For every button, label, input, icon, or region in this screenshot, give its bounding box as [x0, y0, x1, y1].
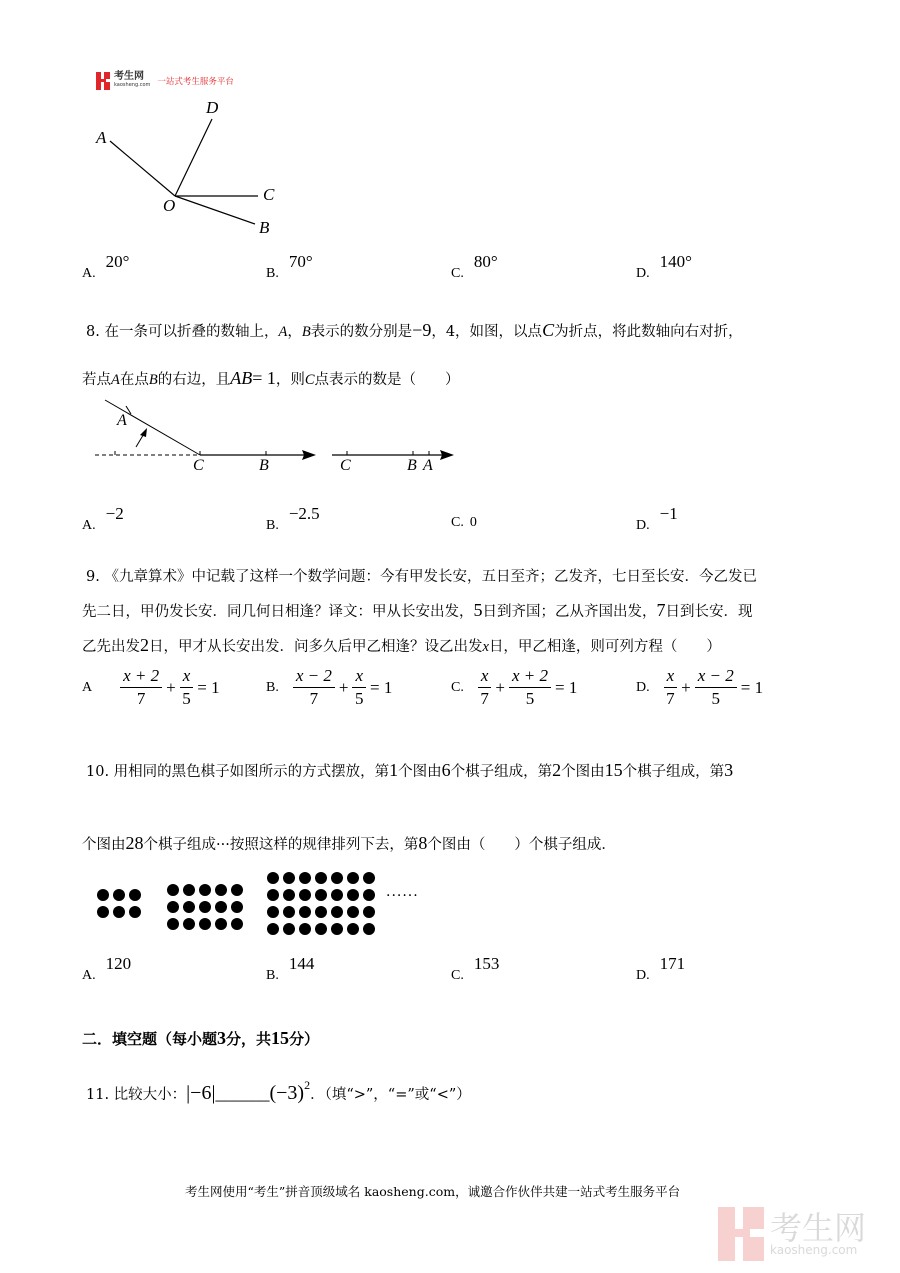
text: 28 [125, 833, 144, 853]
text: 日，甲乙相逢，则可列方程（ ） [488, 639, 721, 655]
chess-piece [97, 906, 109, 918]
q10-option-d[interactable] [636, 954, 686, 984]
chess-piece [215, 901, 227, 913]
text: A [111, 372, 120, 388]
chess-piece [331, 906, 343, 918]
text: ，则 [275, 372, 305, 388]
text: 乙先出发 [82, 639, 140, 655]
text: 7 [136, 689, 146, 708]
chess-piece [199, 901, 211, 913]
text: + [681, 677, 691, 697]
chess-piece [231, 884, 243, 896]
text: x − 2 [293, 665, 335, 688]
text: A [82, 679, 93, 695]
q10-line2 [82, 833, 616, 854]
text: = 1 [555, 677, 578, 697]
q9-line3 [82, 635, 721, 656]
chess-piece [331, 923, 343, 935]
chess-piece [299, 872, 311, 884]
text: 表示的数分别是 [310, 324, 413, 340]
text: A. [82, 518, 96, 533]
chess-piece [129, 889, 141, 901]
text: 3 [217, 1028, 227, 1048]
q7-option-c[interactable] [451, 252, 498, 282]
text: = 1 [370, 677, 393, 697]
text: C. [451, 679, 464, 695]
text: −2 [105, 504, 124, 523]
chess-piece [315, 872, 327, 884]
text: x + 2 [509, 665, 551, 688]
q8-line1 [86, 320, 743, 341]
text: C [304, 372, 315, 388]
text: 个图由（ ）个棋子组成． [427, 837, 616, 853]
text: x + 2 [120, 665, 162, 688]
chess-piece [167, 884, 179, 896]
text: A [278, 324, 288, 340]
text: 5 [182, 689, 191, 708]
chess-piece [183, 901, 195, 913]
text: B [301, 324, 311, 340]
chess-piece [167, 901, 179, 913]
chess-piece [199, 918, 211, 930]
q11 [86, 1078, 471, 1105]
chess-piece [97, 889, 109, 901]
q8-option-a[interactable] [82, 504, 124, 534]
chess-piece [315, 889, 327, 901]
chess-piece [299, 906, 311, 918]
text: 1 [389, 760, 399, 780]
text: 为折点，将此数轴向右对折， [554, 324, 743, 340]
text: 7 [656, 600, 666, 620]
watermark-sub: kaosheng.com [770, 1243, 858, 1257]
text: 5 [711, 689, 721, 708]
option-letter: D. [636, 266, 650, 281]
text: AB [230, 368, 253, 388]
text: A. [82, 968, 96, 983]
q9-option-d[interactable] [636, 665, 763, 710]
text: C. [451, 968, 464, 983]
chess-piece [267, 923, 279, 935]
fig-label-a: A [117, 412, 127, 429]
text: 7 [480, 689, 489, 708]
text: 6 [441, 760, 451, 780]
chess-piece [167, 918, 179, 930]
header-slogan: 一站式考生服务平台 [157, 77, 234, 87]
label-d: D [206, 98, 219, 117]
chess-piece [347, 923, 359, 935]
number-line-fold-figure [90, 395, 460, 465]
text: 先二日，甲仍发长安．同几何日相逢？译文：甲从长安出发， [82, 604, 474, 620]
label-o: O [163, 196, 176, 215]
text: 5 [525, 689, 535, 708]
text: 点表示的数是（ ） [314, 372, 460, 388]
chess-piece [199, 884, 211, 896]
option-value: 70° [288, 252, 313, 271]
chess-piece [129, 906, 141, 918]
text: B. [266, 679, 279, 695]
chess-piece [299, 923, 311, 935]
chess-piece [299, 889, 311, 901]
text: 171 [659, 954, 686, 973]
text: 日到长安．现 [665, 604, 753, 620]
chess-piece [363, 889, 375, 901]
q7-option-a[interactable] [82, 252, 130, 282]
text: 个棋子组成···按照这样的规律排列下去，第 [143, 837, 419, 853]
text: = 1 [252, 368, 276, 388]
text: 5 [473, 600, 483, 620]
text: 2 [140, 635, 149, 655]
text: 153 [473, 954, 500, 973]
text: B [148, 372, 158, 388]
text: x − 2 [695, 665, 737, 688]
q10-option-b[interactable] [266, 954, 315, 984]
chess-piece [347, 906, 359, 918]
text: −9 [412, 320, 432, 340]
chess-piece [113, 906, 125, 918]
chess-piece [315, 906, 327, 918]
logo-text: 考生网 [114, 71, 144, 82]
option-letter: B. [266, 266, 279, 281]
option-letter: C. [451, 266, 464, 281]
text: ， [287, 324, 302, 340]
watermark-logo-icon [718, 1207, 764, 1261]
chess-piece [183, 918, 195, 930]
text: 120 [105, 954, 132, 973]
q8-line2 [82, 368, 460, 389]
chess-pieces-figure [90, 870, 430, 940]
chess-piece [267, 906, 279, 918]
text: 7 [666, 689, 675, 708]
q8-option-c[interactable] [451, 514, 477, 531]
text: 个棋子组成，第 [450, 764, 553, 780]
q9-option-a[interactable] [82, 665, 220, 710]
text: 8. 在一条可以折叠的数轴上， [86, 324, 279, 340]
chess-piece [363, 923, 375, 935]
text: |−6| [186, 1082, 216, 1104]
text: + [495, 677, 505, 697]
text: 的右边，且 [157, 372, 231, 388]
chess-piece [183, 884, 195, 896]
text: 二．填空题（每小题 [82, 1030, 218, 1048]
text: 分） [289, 1030, 320, 1048]
chess-piece [215, 884, 227, 896]
chess-piece [283, 906, 295, 918]
option-value: 140° [659, 252, 692, 271]
label-c: C [263, 185, 275, 204]
chess-piece [331, 872, 343, 884]
text: + [338, 677, 349, 697]
text: 2 [304, 1078, 311, 1092]
text: x [478, 665, 492, 688]
q7-option-b[interactable] [266, 252, 313, 282]
q10-option-c[interactable] [451, 954, 500, 984]
q8-option-d[interactable] [636, 504, 678, 534]
text: 144 [288, 954, 315, 973]
chess-piece [331, 889, 343, 901]
text: D. [636, 968, 650, 983]
text: 11. 比较大小： [86, 1087, 187, 1103]
chess-piece [347, 889, 359, 901]
text: 0 [469, 515, 477, 530]
fig-label-a2: A [423, 457, 433, 474]
footer-text: 考生网使用“考生”拼音顶级域名 kaosheng.com，诚邀合作伙伴共建一站式考生服务平台 [185, 1184, 681, 1199]
q10-option-a[interactable] [82, 954, 132, 984]
text: B. [266, 518, 279, 533]
text: 分，共 [226, 1030, 272, 1048]
text: 日到齐国；乙从齐国出发， [482, 604, 657, 620]
text: 在点 [119, 372, 149, 388]
q10-line1 [86, 760, 733, 781]
text: + [166, 677, 176, 697]
text: x [482, 639, 489, 655]
chess-piece [215, 918, 227, 930]
watermark-text: 考生网 [770, 1209, 867, 1247]
fig-label-b: B [259, 457, 269, 474]
text: ．（填“>”，“=”或“<”） [310, 1087, 471, 1103]
text: 15 [604, 760, 623, 780]
option-value: 20° [105, 252, 130, 271]
text: 5 [354, 689, 364, 708]
text: (−3) [269, 1082, 305, 1104]
text: 2 [552, 760, 562, 780]
watermark [718, 1207, 866, 1261]
fig-label-b2: B [407, 457, 417, 474]
fig-label-c2: C [340, 457, 351, 474]
chess-piece [347, 872, 359, 884]
text: 10. 用相同的黑色棋子如图所示的方式摆放，第 [86, 764, 390, 780]
q8-option-b[interactable] [266, 504, 320, 534]
q9-option-b[interactable] [266, 665, 392, 710]
section-heading [82, 1028, 319, 1049]
text: 个图由 [561, 764, 605, 780]
text: 个图由 [82, 837, 126, 853]
text: 7 [309, 689, 319, 708]
text: −1 [659, 504, 678, 523]
chess-piece [363, 872, 375, 884]
text: C [542, 320, 555, 340]
logo-icon [96, 72, 110, 90]
text: x [664, 665, 678, 688]
q9-option-c[interactable] [451, 665, 577, 710]
text: 日，甲才从长安出发．问多久后甲乙相逢？设乙出发 [149, 639, 483, 655]
header-logo [96, 72, 234, 90]
chess-piece [283, 889, 295, 901]
chess-piece [113, 889, 125, 901]
text: B. [266, 968, 279, 983]
label-b: B [259, 218, 270, 237]
chess-piece [363, 906, 375, 918]
text: C. [451, 515, 464, 530]
option-letter: A. [82, 266, 96, 281]
fig-label-c: C [193, 457, 204, 474]
q7-option-d[interactable] [636, 252, 692, 282]
chess-piece [267, 872, 279, 884]
text: 个图由 [398, 764, 442, 780]
chess-piece [267, 889, 279, 901]
text: −2.5 [288, 504, 320, 523]
text: ，4，如图，以点 [431, 324, 543, 340]
text: = 1 [197, 677, 220, 697]
text: 15 [271, 1028, 290, 1048]
text: 8 [418, 833, 428, 853]
text: x [180, 665, 194, 688]
label-a: A [96, 128, 107, 147]
logo-sub: kaosheng.com [114, 82, 151, 88]
text: x [352, 665, 366, 688]
option-value: 80° [473, 252, 498, 271]
ellipsis: ...... [386, 884, 419, 900]
chess-piece [231, 918, 243, 930]
q9-line2 [82, 600, 753, 621]
text: 个棋子组成，第 [622, 764, 725, 780]
chess-piece [231, 901, 243, 913]
q9-line1: 9. 《九章算术》中记载了这样一个数学问题：今有甲发长安，五日至齐；乙发齐，七日至长安．今乙发已 [86, 569, 757, 585]
answer-blank[interactable]: ______ [215, 1083, 270, 1103]
text: = 1 [740, 677, 764, 697]
chess-piece [315, 923, 327, 935]
chess-piece [283, 872, 295, 884]
chess-piece [283, 923, 295, 935]
text: 若点 [82, 372, 111, 388]
text: D. [636, 518, 650, 533]
text: D. [636, 679, 650, 695]
text: 3 [724, 760, 734, 780]
